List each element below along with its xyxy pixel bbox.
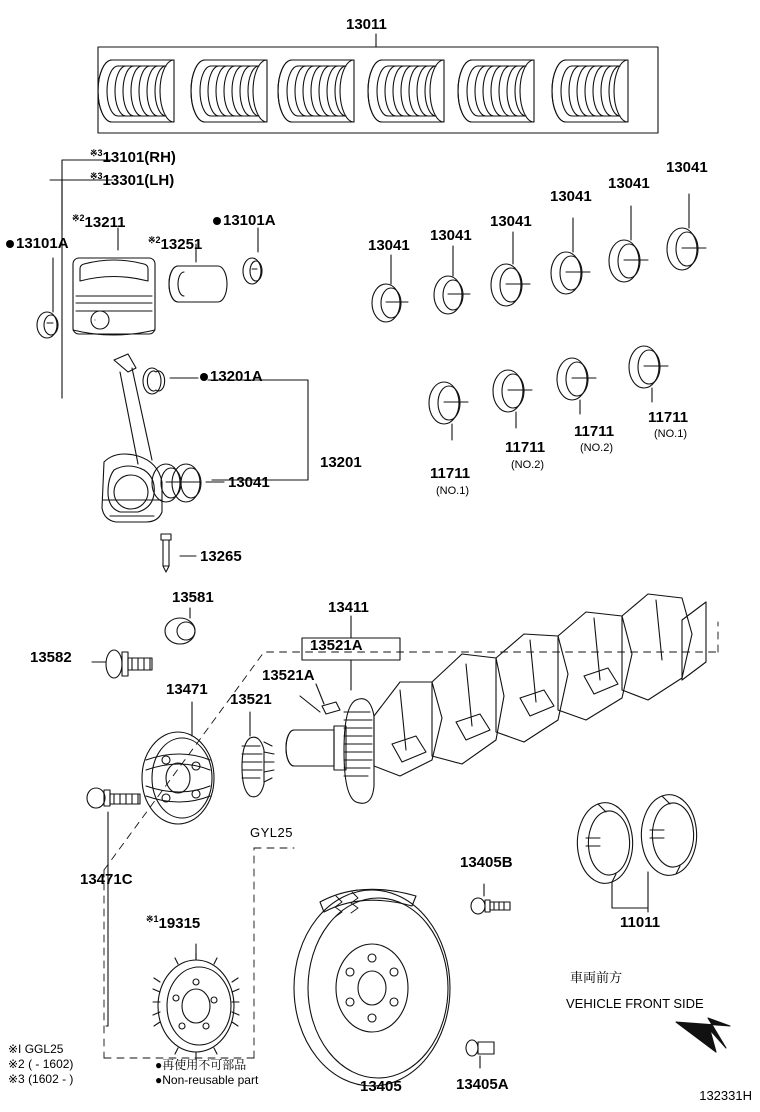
- label-11711-no1-high-sub: (NO.1): [654, 428, 687, 440]
- label-19315: $^{※1}$19315: [146, 914, 201, 932]
- label-13471: 13471: [166, 681, 208, 698]
- label-11011: 11011: [620, 914, 661, 931]
- label-13101a-left: 13101A: [6, 236, 69, 251]
- label-13101a-right: 13101A: [213, 213, 276, 228]
- label-13201a: 13201A: [200, 369, 263, 384]
- label-13581: 13581: [172, 589, 214, 606]
- label-11711-no2-high-sub: (NO.2): [580, 442, 613, 454]
- label-13521a-upper: 13521A: [310, 637, 363, 654]
- vehicle-front-en: VEHICLE FRONT SIDE: [566, 996, 704, 1011]
- vehicle-front-jp: 車両前方: [570, 970, 623, 985]
- label-13211: $^{※2}$13211: [72, 213, 126, 231]
- label-13521a-lower: 13521A: [262, 667, 315, 684]
- label-13041-d: 13041: [550, 188, 592, 205]
- label-13405a: 13405A: [456, 1076, 509, 1093]
- label-13405b: 13405B: [460, 854, 513, 871]
- label-13582: 13582: [30, 649, 72, 666]
- label-13041-c: 13041: [490, 213, 532, 230]
- label-11711-no2-high: 11711: [574, 423, 615, 440]
- label-13405: 13405: [360, 1078, 402, 1095]
- label-13041-e: 13041: [608, 175, 650, 192]
- label-13041-rod: 13041: [228, 474, 270, 491]
- label-11711-no2-low: 11711: [505, 439, 546, 456]
- label-11711-no1-low-sub: (NO.1): [436, 485, 469, 497]
- legend-right-line-1: ●再使用不可部品: [155, 1058, 247, 1072]
- label-13471c: 13471C: [80, 871, 133, 888]
- legend-right: [155, 1058, 258, 1088]
- legend-right-line-2: ●Non-reusable part: [155, 1073, 259, 1087]
- legend-left-line-3: ※3 (1602 - ): [8, 1072, 74, 1086]
- label-11711-no1-high: 11711: [648, 409, 689, 426]
- label-13265: 13265: [200, 548, 242, 565]
- label-13041-f: 13041: [666, 159, 708, 176]
- label-13411: 13411: [328, 599, 369, 616]
- label-13201: 13201: [320, 454, 362, 471]
- label-13251: $^{※2}$13251: [148, 235, 203, 253]
- label-13041-b: 13041: [430, 227, 472, 244]
- label-13521: 13521: [230, 691, 272, 708]
- label-13011: 13011: [346, 16, 387, 33]
- label-11711-no2-low-sub: (NO.2): [511, 459, 544, 471]
- label-13041-a: 13041: [368, 237, 410, 254]
- label-13301-lh: $^{※3}$13301(LH): [90, 171, 175, 189]
- label-gyl25: GYL25: [250, 825, 293, 840]
- legend-left-line-2: ※2 ( - 1602): [8, 1057, 74, 1071]
- figure-code: 132331H: [699, 1088, 752, 1103]
- label-13101-rh: $^{※3}$13101(RH): [90, 148, 176, 166]
- legend-left-line-1: ※I GGL25: [8, 1042, 64, 1056]
- label-11711-no1-low: 11711: [430, 465, 471, 482]
- legend-left: [8, 1042, 73, 1087]
